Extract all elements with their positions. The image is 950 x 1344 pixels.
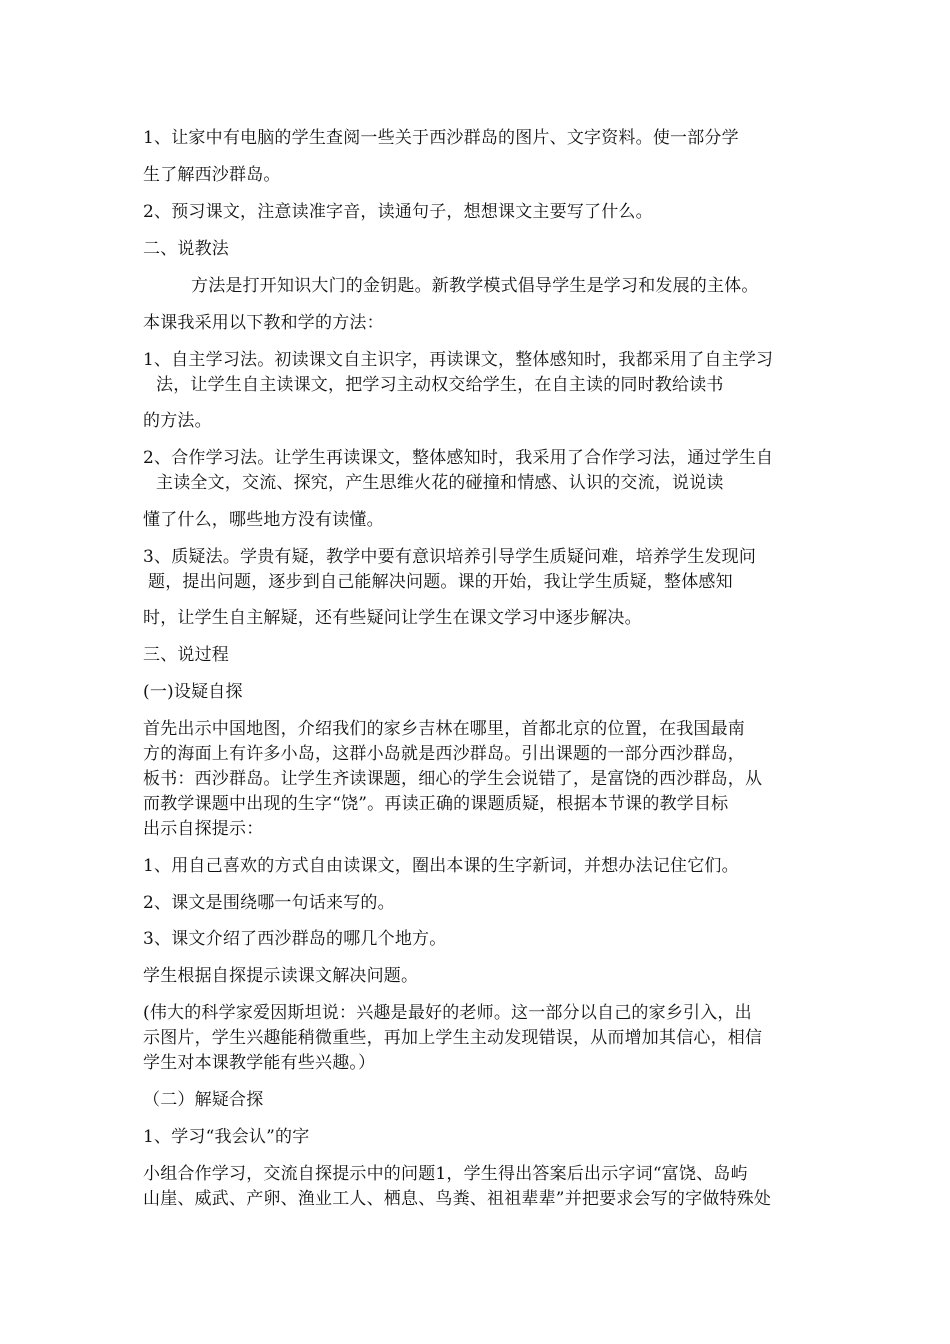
section-heading: 二、说教法 [143, 239, 229, 259]
text-line: 懂了什么，哪些地方没有读懂。 [143, 510, 384, 530]
text-line: 时，让学生自主解疑，还有些疑问让学生在课文学习中逐步解决。 [143, 608, 642, 628]
text-line: 的方法。 [143, 411, 212, 431]
section-heading: 三、说过程 [143, 645, 229, 665]
text-line: 小组合作学习，交流自探提示中的问题1，学生得出答案后出示字词“富饶、岛屿 [143, 1164, 748, 1184]
text-line: 示图片，学生兴趣能稍微重些，再加上学生主动发现错误，从而增加其信心，相信 [143, 1028, 763, 1048]
text-line: (伟大的科学家爱因斯坦说：兴趣是最好的老师。这一部分以自己的家乡引入，出 [143, 1003, 752, 1023]
list-item: 2、课文是围绕哪一句话来写的。 [143, 893, 395, 913]
text-line: 2、合作学习法。让学生再读课文，整体感知时，我采用了合作学习法，通过学生自 [143, 448, 774, 468]
text-line: 题，提出问题，逐步到自己能解决问题。课的开始，我让学生质疑，整体感知 [148, 572, 733, 592]
text-line: 3、质疑法。学贵有疑，教学中要有意识培养引导学生质疑问难，培养学生发现问 [143, 547, 757, 567]
text-line: 2、预习课文，注意读准字音，读通句子，想想课文主要写了什么。 [143, 202, 653, 222]
list-item: 3、课文介绍了西沙群岛的哪几个地方。 [143, 929, 447, 949]
text-line: 生了解西沙群岛。 [143, 165, 281, 185]
text-line: 学生根据自探提示读课文解决问题。 [143, 966, 419, 986]
text-line: 山崖、威武、产卵、渔业工人、栖息、鸟粪、祖祖辈辈”并把要求会写的字做特殊处 [143, 1189, 772, 1209]
text-line: 板书：西沙群岛。让学生齐读课题，细心的学生会说错了，是富饶的西沙群岛，从 [143, 769, 763, 789]
text-line: 方法是打开知识大门的金钥匙。新教学模式倡导学生是学习和发展的主体。 [191, 276, 759, 296]
text-line: 本课我采用以下教和学的方法： [143, 313, 384, 333]
text-line: 主读全文，交流、探究，产生思维火花的碰撞和情感、认识的交流，说说读 [156, 473, 724, 493]
text-line: 1、让家中有电脑的学生查阅一些关于西沙群岛的图片、文字资料。使一部分学 [143, 128, 739, 148]
text-line: 学生对本课教学能有些兴趣。） [143, 1053, 376, 1073]
subsection-heading: （二）解疑合探 [143, 1090, 264, 1110]
text-line: 1、自主学习法。初读课文自主识字，再读课文，整体感知时，我都采用了自主学习 [143, 350, 774, 370]
text-line: 法，让学生自主读课文，把学习主动权交给学生，在自主读的同时教给读书 [156, 375, 724, 395]
text-line: 1、学习“我会认”的字 [143, 1127, 310, 1147]
text-line: 首先出示中国地图，介绍我们的家乡吉林在哪里，首都北京的位置，在我国最南 [143, 719, 745, 739]
list-item: 1、用自己喜欢的方式自由读课文，圈出本课的生字新词，并想办法记住它们。 [143, 856, 739, 876]
text-line: 方的海面上有许多小岛，这群小岛就是西沙群岛。引出课题的一部分西沙群岛， [143, 744, 745, 764]
subsection-heading: (一)设疑自探 [143, 682, 243, 702]
text-line: 出示自探提示： [143, 819, 264, 839]
text-line: 而教学课题中出现的生字“饶”。再读正确的课题质疑，根据本节课的教学目标 [143, 794, 729, 814]
